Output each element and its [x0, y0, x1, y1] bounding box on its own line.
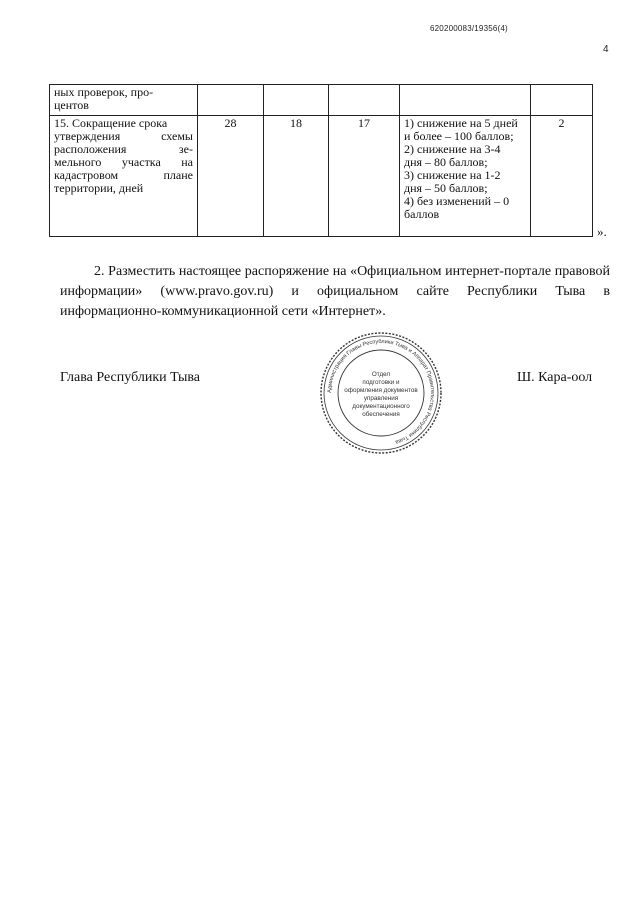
seal-center-line: подготовки и — [362, 379, 400, 386]
scoring-cell — [400, 85, 531, 116]
value-cell: 28 — [198, 116, 264, 237]
seal-center-line: оформления документов — [344, 387, 418, 394]
seal-ring-text: Администрация Главы Республики Тыва и Аппарат Правительства Республики Тыва — [326, 338, 436, 445]
table-row — [50, 116, 593, 237]
document-id: 620200083/19356(4) — [430, 24, 508, 33]
weight-cell — [531, 85, 593, 116]
table-row — [50, 85, 593, 116]
value-cell — [198, 85, 264, 116]
seal-center-line: управления — [363, 395, 399, 402]
criterion-cell: ных проверок, про- центов — [50, 85, 198, 116]
weight-cell: 2 — [531, 116, 593, 237]
value-cell: 17 — [329, 116, 400, 237]
criterion-cell: 15. Сокращение срока утверждения схемы расположения зе- мельного участка на кадастровом плане территории, дней — [50, 116, 198, 237]
signatory-title: Глава Республики Тыва — [60, 370, 201, 385]
page-number: 4 — [603, 44, 609, 55]
value-cell: 18 — [264, 116, 329, 237]
value-cell — [329, 85, 400, 116]
seal-center-line: документационного — [352, 403, 410, 410]
official-seal — [319, 331, 443, 455]
seal-center-text — [344, 371, 418, 418]
closing-quote: ». — [597, 224, 607, 239]
scoring-cell: 1) снижение на 5 дней и более – 100 баллов; 2) снижение на 3-4 дня – 80 баллов; 3) снижение на 1-2 дня – 50 баллов; 4) без изменений – 0 баллов — [400, 116, 531, 237]
seal-center-line: обеспечения — [362, 411, 400, 418]
seal-center-line: Отдел — [371, 371, 391, 378]
body-paragraph: 2. Разместить настоящее распоряжение на «Официальном интернет-портале правовой информации» (www.pravo.gov.ru) и официальном сайте Республики Тыва в информационно-коммуникационной сети «Интернет». — [60, 264, 610, 319]
value-cell — [264, 85, 329, 116]
signatory-name: Ш. Кара-оол — [517, 370, 593, 385]
criteria-table — [49, 84, 593, 237]
